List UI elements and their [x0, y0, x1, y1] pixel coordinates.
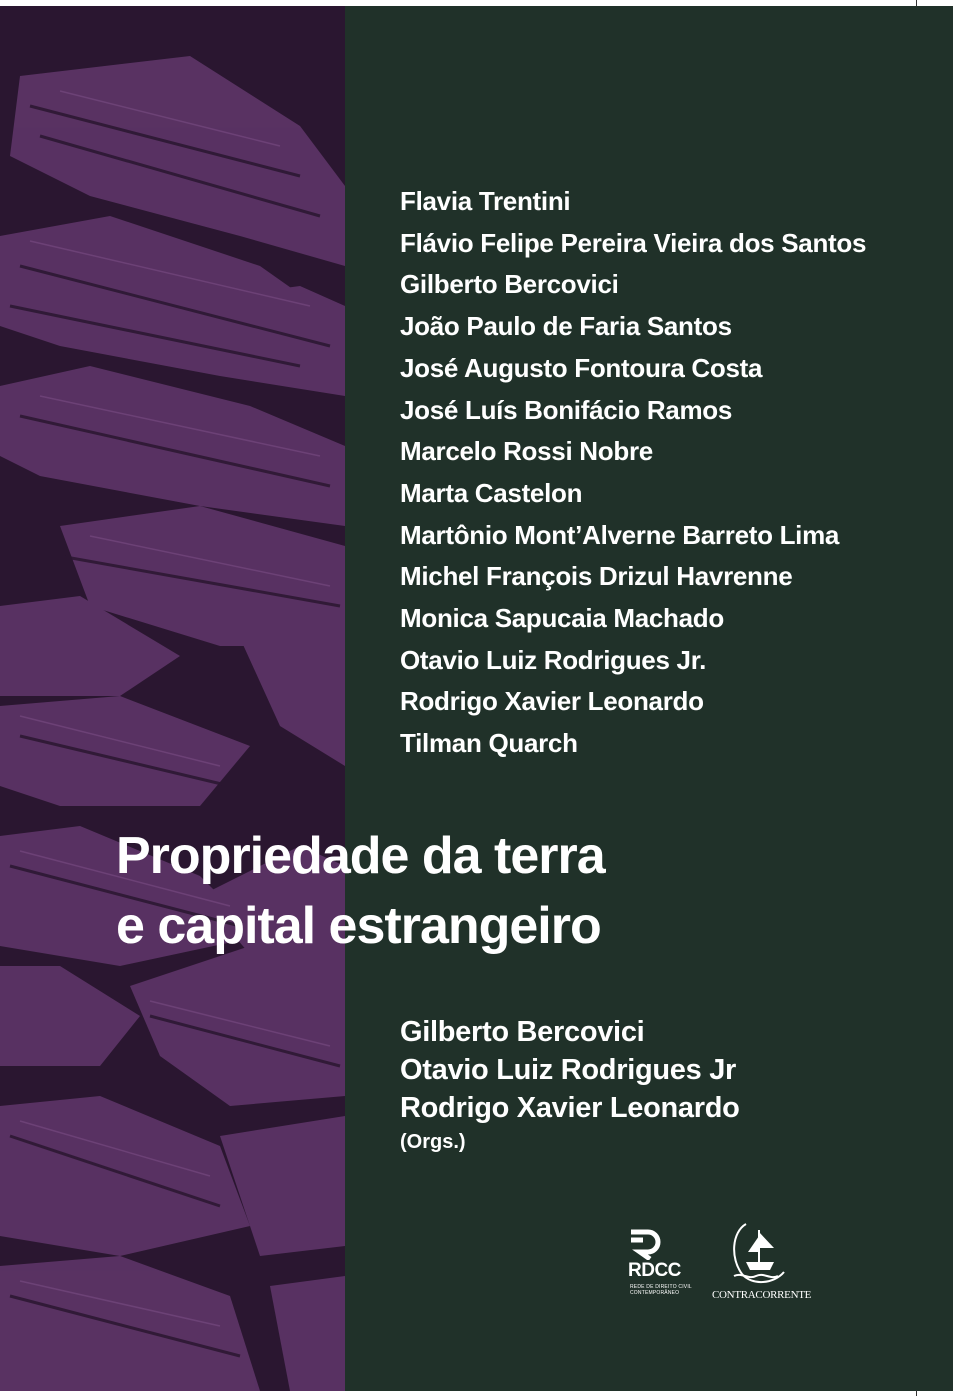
contracorrente-logo	[712, 1218, 812, 1306]
contributor-name: Marcelo Rossi Nobre	[400, 436, 653, 467]
contributor-name: José Luís Bonifácio Ramos	[400, 394, 733, 425]
contributor-name: João Paulo de Faria Santos	[400, 311, 732, 342]
crop-mark	[916, 1390, 917, 1396]
woodcut-shapes	[0, 6, 345, 1391]
organizer-name: Rodrigo Xavier Leonardo	[400, 1092, 740, 1124]
title-line-1: Propriedade da terra	[116, 827, 605, 885]
contributor-name: Flavia Trentini	[400, 186, 571, 216]
contracorrente-wordmark: CONTRACORRENTE	[712, 1289, 812, 1301]
crop-mark	[916, 0, 917, 6]
title-line-2: e capital estrangeiro	[116, 897, 601, 955]
organizer-name: Gilberto Bercovici	[400, 1016, 645, 1048]
contributor-name: Tilman Quarch	[400, 728, 578, 759]
contributor-name: Monica Sapucaia Machado	[400, 603, 724, 634]
rdcc-subtitle: REDE DE DIREITO CIVIL CONTEMPORÂNEO	[630, 1284, 692, 1296]
organizers-tag: (Orgs.)	[400, 1131, 466, 1153]
contributor-list	[400, 181, 866, 765]
rdcc-logo	[628, 1228, 698, 1304]
book-title	[116, 821, 605, 961]
contributor-name: José Augusto Fontoura Costa	[400, 352, 763, 383]
book-cover	[0, 6, 953, 1391]
contributor-name: Gilberto Bercovici	[400, 269, 619, 300]
contributor-name: Flávio Felipe Pereira Vieira dos Santos	[400, 227, 867, 258]
organizers-block	[400, 1013, 740, 1157]
contributor-name: Rodrigo Xavier Leonardo	[400, 686, 704, 717]
organizer-name: Otavio Luiz Rodrigues Jr	[400, 1054, 737, 1086]
ship-logo-icon	[726, 1218, 792, 1288]
woodcut-artwork	[0, 6, 345, 1391]
rdcc-logo-icon	[628, 1228, 664, 1260]
contributor-name: Michel François Drizul Havrenne	[400, 561, 793, 592]
rdcc-wordmark: RDCC	[628, 1260, 681, 1281]
contributor-name: Martônio Mont’Alverne Barreto Lima	[400, 519, 840, 550]
contributor-name: Marta Castelon	[400, 477, 583, 508]
contributor-name: Otavio Luiz Rodrigues Jr.	[400, 644, 706, 675]
